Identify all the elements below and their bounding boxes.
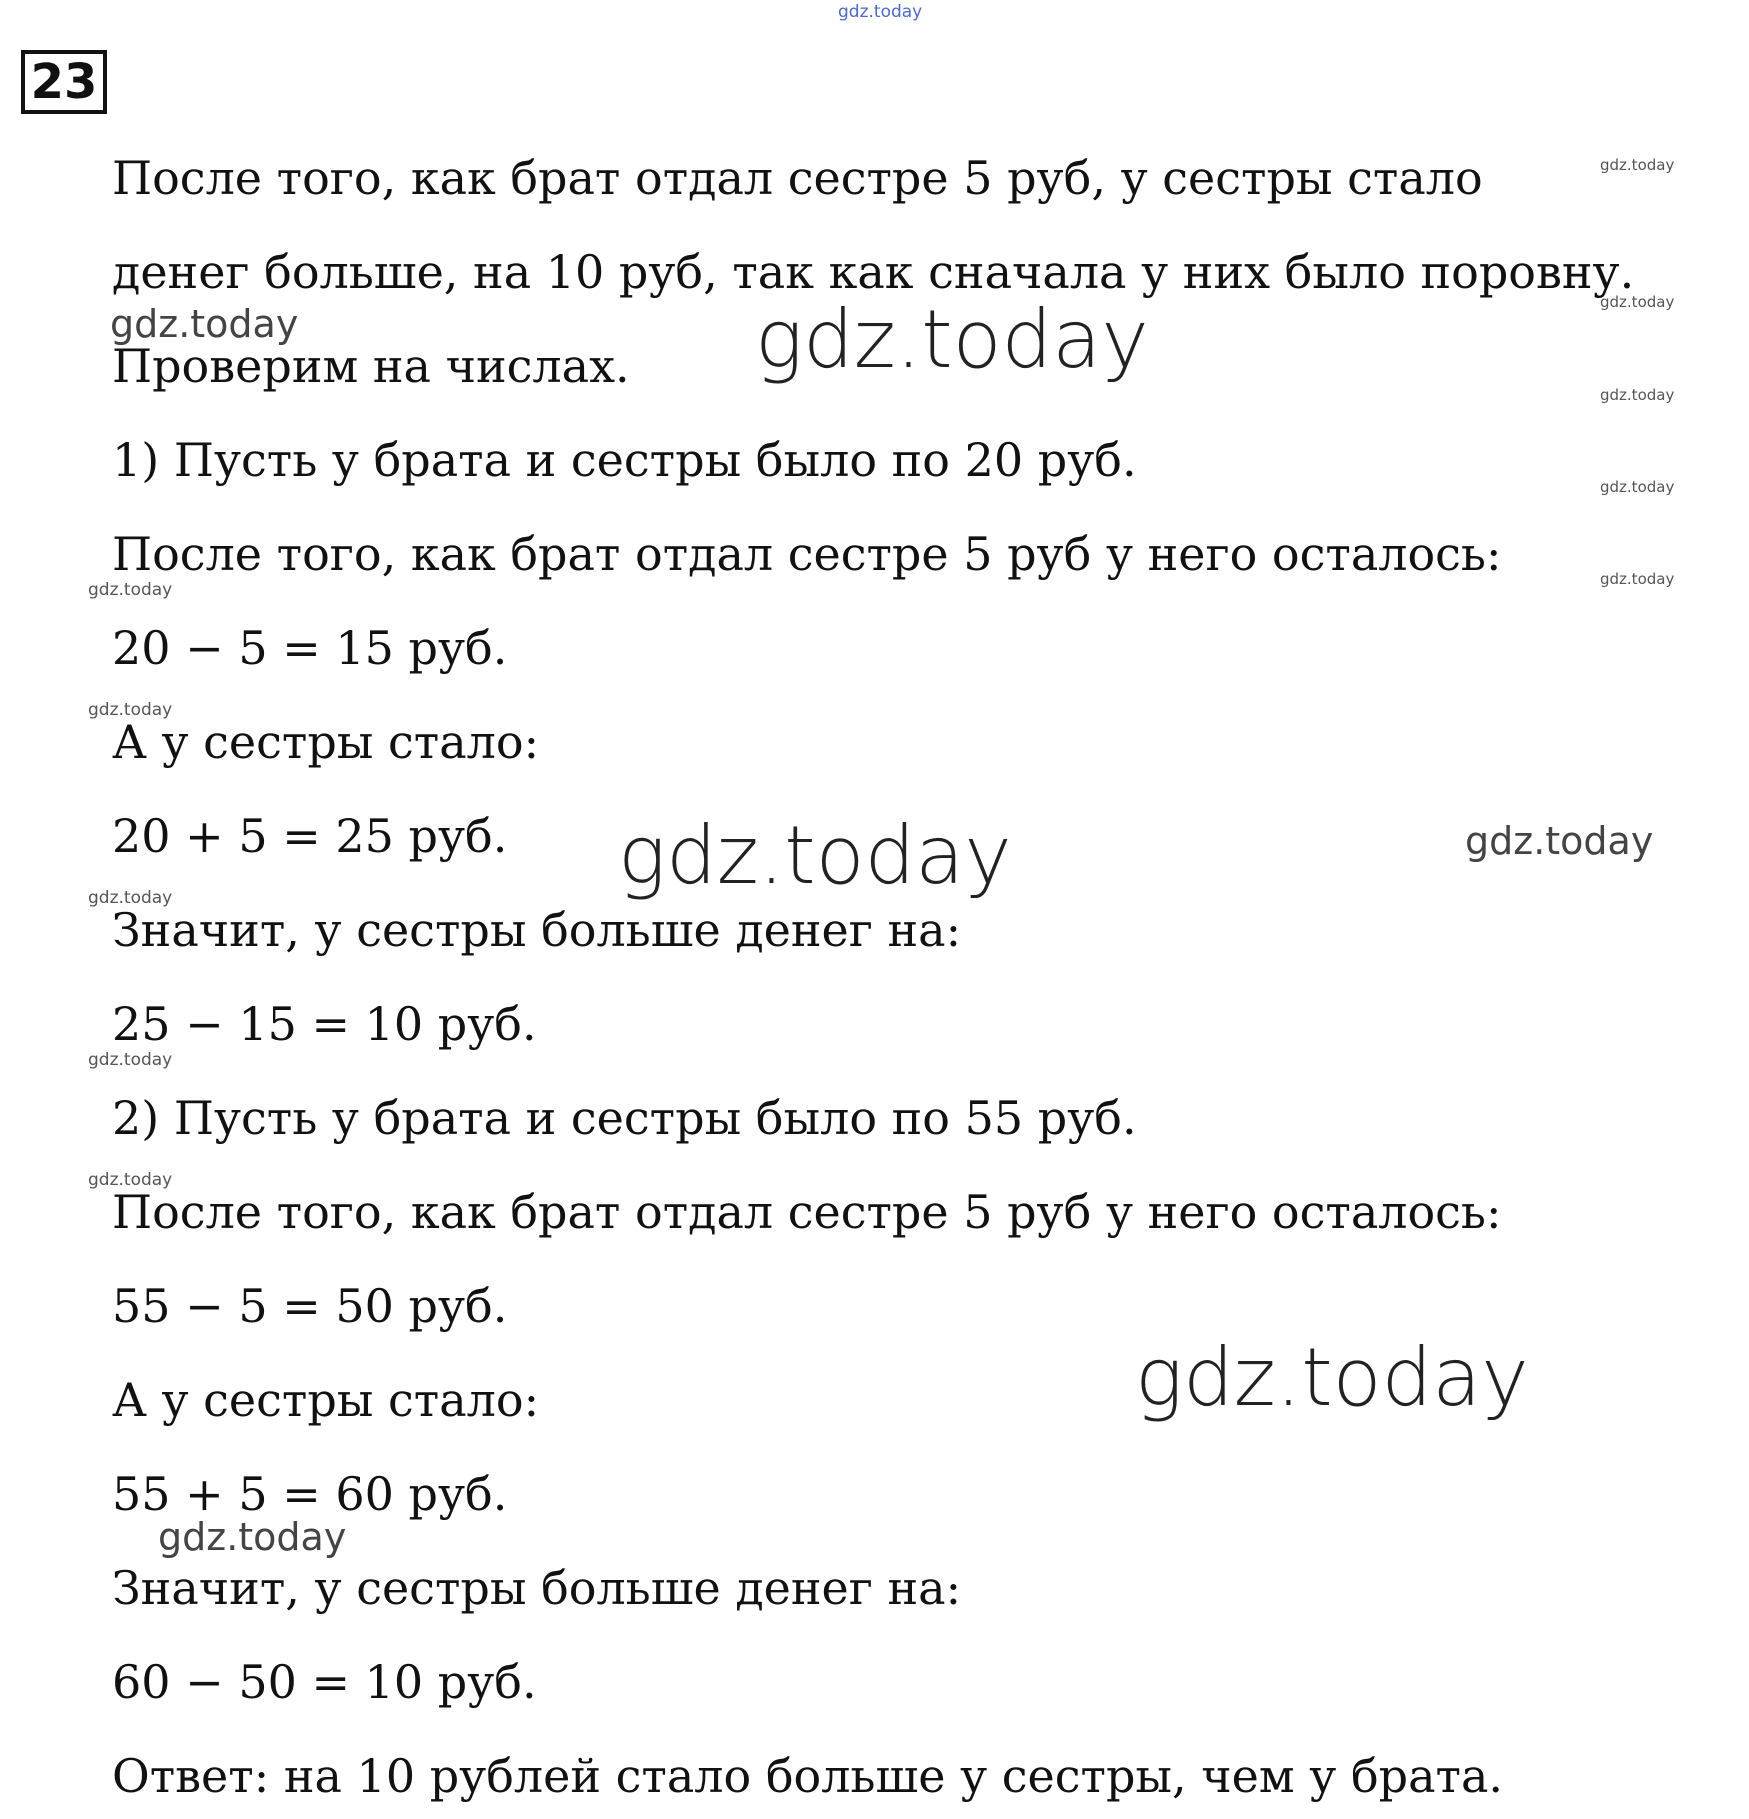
watermark: gdz.today — [755, 293, 1149, 386]
text-line-16: Значит, у сестры больше денег на: — [112, 1561, 962, 1615]
text-line-14: А у сестры стало: — [112, 1373, 540, 1427]
watermark: gdz.today — [1600, 293, 1675, 311]
watermark: gdz.today — [88, 1170, 173, 1190]
watermark: gdz.today — [88, 580, 173, 600]
text-line-1: После того, как брат отдал сестре 5 руб, у сестры стало — [112, 151, 1483, 205]
watermark: gdz.today — [1600, 478, 1675, 496]
text-line-11: 2) Пусть у брата и сестры было по 55 руб. — [112, 1091, 1137, 1145]
watermark: gdz.today — [618, 809, 1012, 902]
watermark: gdz.today — [110, 302, 299, 346]
watermark: gdz.today — [1600, 570, 1675, 588]
task-number-box — [21, 50, 107, 114]
text-line-3: Проверим на числах. — [112, 339, 630, 393]
text-line-5: После того, как брат отдал сестре 5 руб у него осталось: — [112, 527, 1502, 581]
text-line-2: денег больше, на 10 руб, так как сначала у них было поровну. — [112, 245, 1635, 299]
watermark: gdz.today — [88, 1050, 173, 1070]
text-line-10: 25 − 15 = 10 руб. — [112, 997, 537, 1051]
text-line-9: Значит, у сестры больше денег на: — [112, 903, 962, 957]
text-line-18: Ответ: на 10 рублей стало больше у сестры, чем у брата. — [112, 1749, 1504, 1803]
watermark: gdz.today — [88, 700, 173, 720]
text-line-4: 1) Пусть у брата и сестры было по 20 руб. — [112, 433, 1137, 487]
watermark: gdz.today — [838, 2, 923, 22]
watermark: gdz.today — [1600, 156, 1675, 174]
watermark: gdz.today — [1465, 819, 1654, 863]
task-number: 23 — [30, 54, 98, 110]
text-line-12: После того, как брат отдал сестре 5 руб у него осталось: — [112, 1185, 1502, 1239]
text-line-13: 55 − 5 = 50 руб. — [112, 1279, 508, 1333]
watermark: gdz.today — [1135, 1331, 1529, 1424]
text-line-17: 60 − 50 = 10 руб. — [112, 1655, 537, 1709]
text-line-7: А у сестры стало: — [112, 715, 540, 769]
watermark: gdz.today — [88, 888, 173, 908]
watermark: gdz.today — [1600, 386, 1675, 404]
watermark: gdz.today — [158, 1515, 347, 1559]
text-line-15: 55 + 5 = 60 руб. — [112, 1467, 508, 1521]
text-line-6: 20 − 5 = 15 руб. — [112, 621, 508, 675]
text-line-8: 20 + 5 = 25 руб. — [112, 809, 508, 863]
